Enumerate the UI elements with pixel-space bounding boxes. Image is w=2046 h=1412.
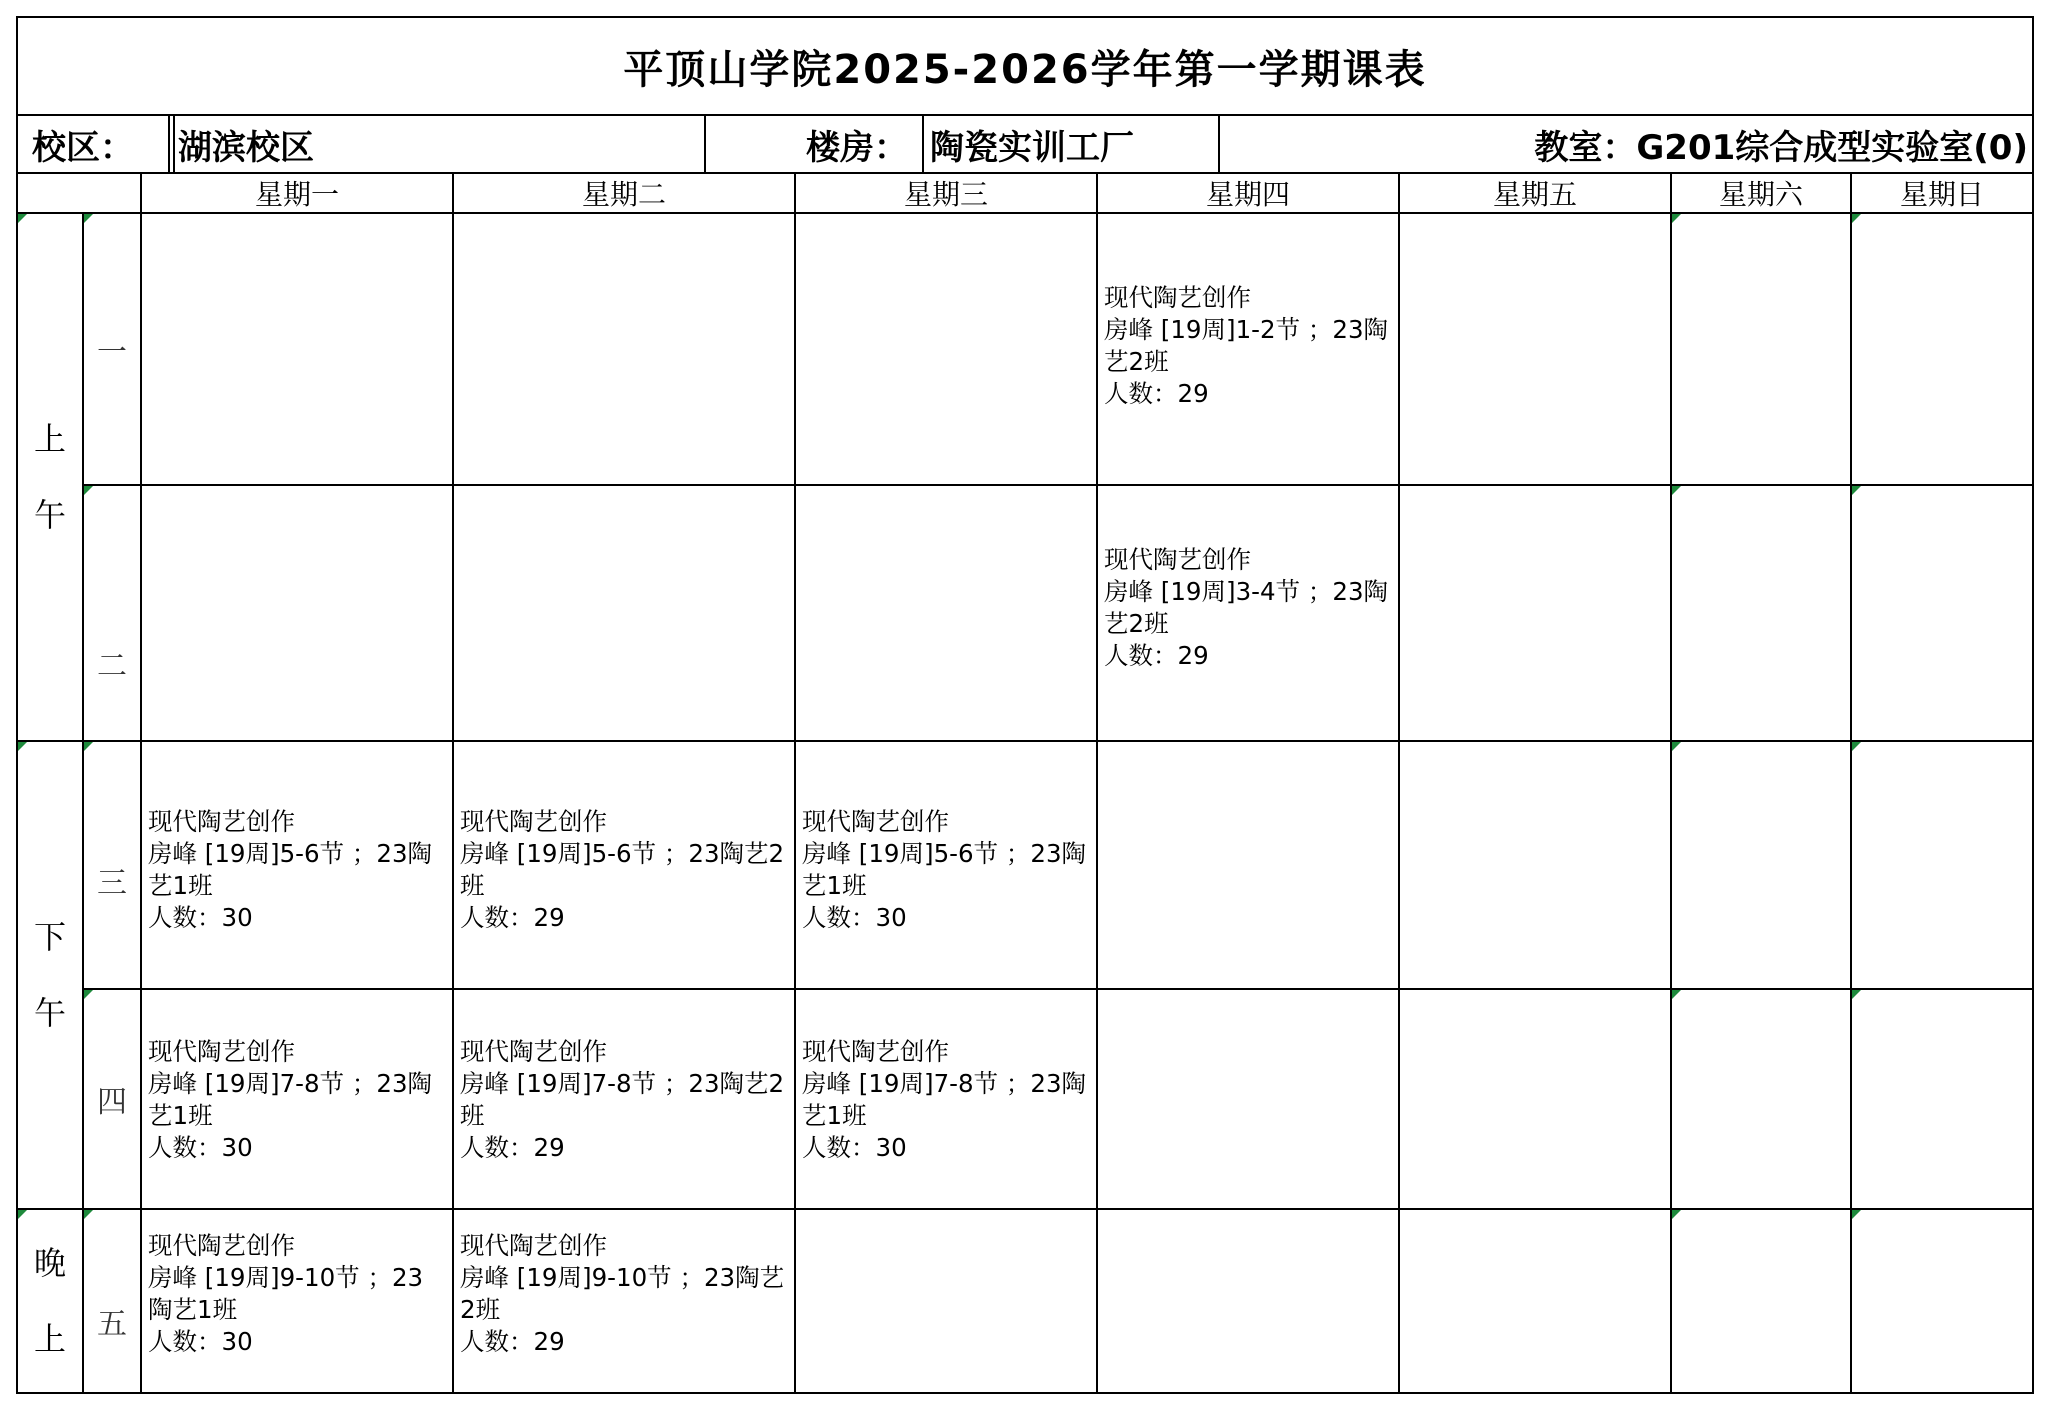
student-count: 人数：29 xyxy=(460,903,565,932)
course-detail: 房峰 [19周]7-8节 ；23陶艺2班 xyxy=(460,1069,785,1130)
info-row xyxy=(16,114,2034,174)
day-header-wed: 星期三 xyxy=(903,178,988,211)
day-header-tue: 星期二 xyxy=(581,178,666,211)
page-title: 平顶山学院2025-2026学年第一学期课表 xyxy=(623,46,1427,93)
course-detail: 房峰 [19周]9-10节 ；23陶艺1班 xyxy=(148,1263,424,1324)
course-name: 现代陶艺创作 xyxy=(460,1037,607,1066)
student-count: 人数：30 xyxy=(148,1133,253,1162)
course-name: 现代陶艺创作 xyxy=(148,1231,295,1260)
student-count: 人数：30 xyxy=(148,903,253,932)
grid-line xyxy=(16,1392,2034,1394)
timetable xyxy=(16,16,2034,1394)
student-count: 人数：29 xyxy=(460,1327,565,1356)
comment-marker-icon xyxy=(1672,1210,1681,1219)
day-header-thu: 星期四 xyxy=(1205,178,1290,211)
class-cell[interactable] xyxy=(1098,486,1398,740)
day-header-mon: 星期一 xyxy=(254,178,339,211)
class-cell[interactable] xyxy=(454,990,794,1208)
grid-line xyxy=(82,484,2034,486)
course-name: 现代陶艺创作 xyxy=(802,1037,949,1066)
comment-marker-icon xyxy=(1672,214,1681,223)
comment-marker-icon xyxy=(18,742,27,751)
class-cell[interactable] xyxy=(454,1210,794,1392)
student-count: 人数：29 xyxy=(460,1133,565,1162)
divider xyxy=(1218,116,1220,172)
slot-label: 二 xyxy=(97,649,127,684)
period-char: 上 xyxy=(33,420,66,458)
schedule-grid xyxy=(16,172,2034,1394)
student-count: 人数：30 xyxy=(802,903,907,932)
period-char: 晚 xyxy=(33,1244,66,1282)
room-label: 教室：G201综合成型实验室(0) xyxy=(1534,127,2028,168)
course-detail: 房峰 [19周]5-6节 ；23陶艺2班 xyxy=(460,839,785,900)
course-name: 现代陶艺创作 xyxy=(460,807,607,836)
slot-label: 四 xyxy=(97,1085,127,1120)
student-count: 人数：29 xyxy=(1104,379,1209,408)
student-count: 人数：29 xyxy=(1104,641,1209,670)
comment-marker-icon xyxy=(84,486,93,495)
campus-value: 湖滨校区 xyxy=(178,127,314,168)
class-cell[interactable] xyxy=(1098,214,1398,484)
building-label: 楼房： xyxy=(806,127,908,168)
campus-label: 校区： xyxy=(32,127,134,168)
day-header-fri: 星期五 xyxy=(1492,178,1577,211)
building-value: 陶瓷实训工厂 xyxy=(930,127,1134,168)
comment-marker-icon xyxy=(18,1210,27,1219)
course-detail: 房峰 [19周]7-8节 ；23陶艺1班 xyxy=(148,1069,433,1130)
comment-marker-icon xyxy=(84,214,93,223)
course-detail: 房峰 [19周]5-6节 ；23陶艺1班 xyxy=(802,839,1087,900)
period-char: 午 xyxy=(33,994,66,1032)
student-count: 人数：30 xyxy=(802,1133,907,1162)
comment-marker-icon xyxy=(1852,214,1861,223)
course-name: 现代陶艺创作 xyxy=(1104,545,1251,574)
comment-marker-icon xyxy=(1852,990,1861,999)
comment-marker-icon xyxy=(1672,486,1681,495)
class-cell[interactable] xyxy=(454,742,794,988)
class-cell[interactable] xyxy=(796,990,1096,1208)
divider xyxy=(168,116,170,172)
comment-marker-icon xyxy=(1852,486,1861,495)
period-evening xyxy=(18,1210,82,1392)
period-morning xyxy=(18,214,82,740)
period-char: 上 xyxy=(33,1320,66,1358)
period-char: 午 xyxy=(33,496,66,534)
class-cell[interactable] xyxy=(142,1210,452,1392)
grid-line xyxy=(2032,172,2034,1394)
period-char: 下 xyxy=(33,918,66,956)
day-header-sun: 星期日 xyxy=(1899,178,1984,211)
comment-marker-icon xyxy=(84,1210,93,1219)
slot-label: 三 xyxy=(97,866,127,901)
course-name: 现代陶艺创作 xyxy=(802,807,949,836)
comment-marker-icon xyxy=(1672,742,1681,751)
student-count: 人数：30 xyxy=(148,1327,253,1356)
class-cell[interactable] xyxy=(142,742,452,988)
period-afternoon xyxy=(18,742,82,1208)
course-detail: 房峰 [19周]7-8节 ；23陶艺1班 xyxy=(802,1069,1087,1130)
comment-marker-icon xyxy=(18,214,27,223)
comment-marker-icon xyxy=(84,990,93,999)
day-header-sat: 星期六 xyxy=(1718,178,1803,211)
comment-marker-icon xyxy=(1852,1210,1861,1219)
course-detail: 房峰 [19周]5-6节 ；23陶艺1班 xyxy=(148,839,433,900)
comment-marker-icon xyxy=(1852,742,1861,751)
course-detail: 房峰 [19周]9-10节 ；23陶艺2班 xyxy=(460,1263,785,1324)
course-detail: 房峰 [19周]1-2节 ；23陶艺2班 xyxy=(1104,315,1389,376)
course-name: 现代陶艺创作 xyxy=(1104,283,1251,312)
divider xyxy=(704,116,706,172)
title-row xyxy=(16,16,2034,116)
comment-marker-icon xyxy=(84,742,93,751)
comment-marker-icon xyxy=(1672,990,1681,999)
grid-line xyxy=(1398,172,1400,1394)
course-name: 现代陶艺创作 xyxy=(148,807,295,836)
class-cell[interactable] xyxy=(142,990,452,1208)
slot-label: 一 xyxy=(97,335,127,370)
course-name: 现代陶艺创作 xyxy=(460,1231,607,1260)
divider xyxy=(922,116,924,172)
class-cell[interactable] xyxy=(796,742,1096,988)
course-name: 现代陶艺创作 xyxy=(148,1037,295,1066)
course-detail: 房峰 [19周]3-4节 ；23陶艺2班 xyxy=(1104,577,1389,638)
slot-label: 五 xyxy=(97,1307,127,1342)
divider xyxy=(173,116,175,172)
